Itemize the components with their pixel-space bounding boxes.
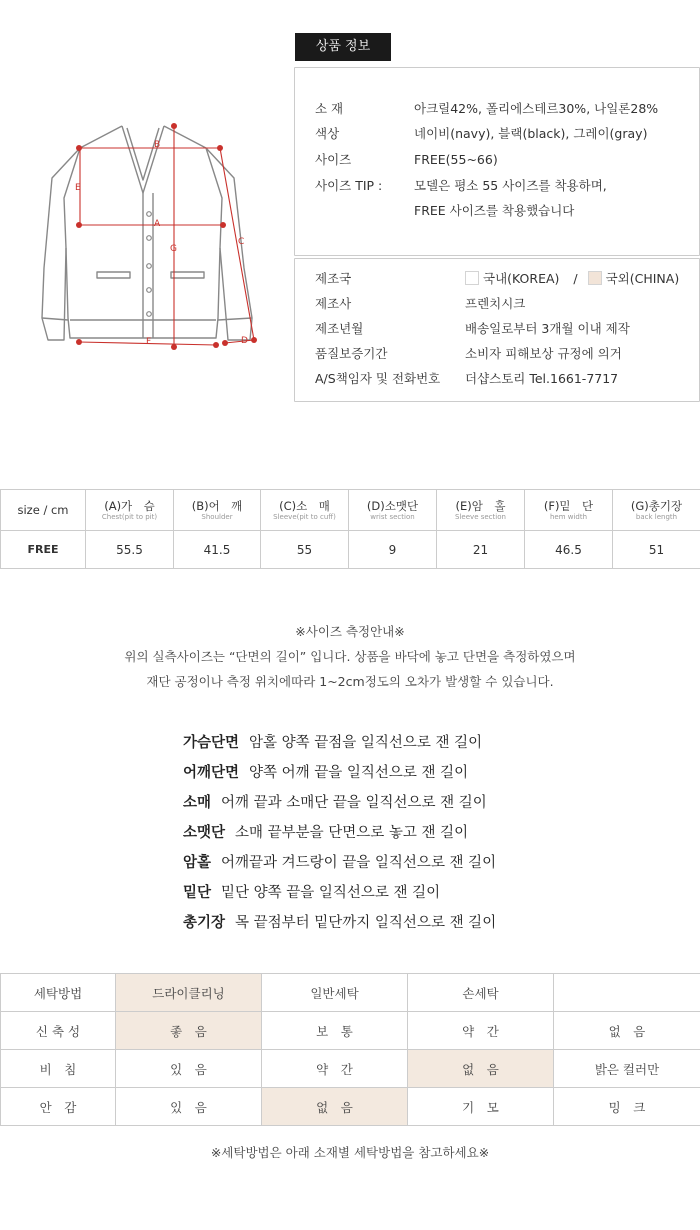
table-row [1, 1050, 700, 1088]
color-value: 네이비(navy), 블랙(black), 그레이(gray) [414, 126, 648, 141]
diagram-label-a: A [154, 219, 161, 229]
col-header-sub: Sleeve(pit to cuff) [273, 512, 336, 521]
definition-item [183, 851, 496, 872]
size-value-cell: 55 [261, 531, 349, 569]
warranty-value: 소비자 피해보상 규정에 의거 [465, 346, 622, 361]
col-header-sub: wrist section [370, 512, 415, 521]
size-value-cell: 21 [437, 531, 525, 569]
definition-item [183, 821, 468, 842]
country-korea: 국내(KOREA) [483, 271, 560, 286]
definition-item [183, 731, 482, 752]
table-row [1, 1012, 700, 1050]
size-value-cell: 55.5 [86, 531, 174, 569]
washing-table [0, 973, 700, 1126]
col-header [525, 490, 613, 531]
table-row [1, 974, 700, 1012]
material-value: 아크릴42%, 폴리에스테르30%, 나일론28% [414, 101, 659, 116]
col-header-label: (B)어 깨 [191, 498, 243, 513]
wash-cell: 약 간 [262, 1050, 408, 1088]
diagram-label-c: C [238, 237, 245, 247]
col-header-sub: Chest(pit to pit) [101, 512, 158, 521]
korea-checkbox-icon [465, 271, 479, 285]
col-header [349, 490, 437, 531]
date-label: 제조년월 [315, 321, 364, 336]
wash-cell: 없 음 [554, 1012, 700, 1050]
wash-cell: 일반세탁 [262, 974, 408, 1012]
size-label: 사이즈 [315, 152, 352, 167]
definition-term: 암홀 [183, 855, 212, 871]
definition-term: 소맷단 [183, 825, 226, 841]
definition-term: 어깨단면 [183, 765, 240, 781]
country-label: 제조국 [315, 271, 352, 286]
diagram-label-f: F [146, 337, 152, 347]
wash-cell: 안 감 [1, 1088, 116, 1126]
definition-term: 총기장 [183, 915, 226, 931]
size-value-cell: 41.5 [174, 531, 261, 569]
as-value: 더샵스토리 Tel.1661-7717 [465, 371, 619, 386]
col-header-sub: Shoulder [201, 512, 233, 521]
col-header-label: (G)총기장 [630, 498, 683, 513]
notes-line1: 위의 실측사이즈는 “단면의 길이” 입니다. 상품을 바닥에 놓고 단면을 측정하였으며 [124, 649, 576, 664]
definition-item [183, 881, 440, 902]
wash-cell: 있 음 [116, 1088, 262, 1126]
definition-desc: 어깨 끝과 소매단 끝을 일직선으로 잰 길이 [221, 795, 487, 811]
col-header-sub: back length [635, 512, 678, 521]
size-table [0, 489, 700, 569]
table-row [1, 1088, 700, 1126]
col-header-label: (F)밑 단 [543, 498, 594, 513]
col-header-label: (D)소맷단 [366, 498, 419, 513]
notes-title: ※사이즈 측정안내※ [295, 624, 405, 639]
col-header [174, 490, 261, 531]
color-label: 색상 [315, 126, 340, 141]
wash-cell-selected: 좋 음 [116, 1012, 262, 1050]
size-tip-label: 사이즈 TIP : [315, 178, 383, 193]
washing-footer-note: ※세탁방법은 아래 소재별 세탁방법을 참고하세요※ [210, 1145, 490, 1160]
maker-value: 프렌치시크 [465, 296, 526, 311]
col-header [86, 490, 174, 531]
size-tip-line1: 모델은 평소 55 사이즈를 착용하며, [414, 178, 607, 193]
col-header-sub: Sleeve section [455, 512, 506, 521]
diagram-label-d: D [241, 336, 248, 346]
wash-cell: 손세탁 [408, 974, 554, 1012]
definition-term: 밑단 [183, 885, 212, 901]
wash-cell: 밍 크 [554, 1088, 700, 1126]
diagram-label-e: E [75, 183, 81, 193]
notes-line2: 재단 공정이나 측정 위치에따라 1~2cm정도의 오차가 발생할 수 있습니다. [146, 674, 554, 689]
size-value-cell: 51 [613, 531, 700, 569]
definition-term: 소매 [183, 795, 212, 811]
definition-desc: 밑단 양쪽 끝을 일직선으로 잰 길이 [221, 885, 441, 901]
definition-item [183, 791, 487, 812]
diagram-label-g: G [170, 244, 177, 254]
wash-cell [554, 974, 700, 1012]
wash-cell: 세탁방법 [1, 974, 116, 1012]
country-separator: / [573, 271, 578, 286]
wash-cell-selected: 드라이클리닝 [116, 974, 262, 1012]
wash-cell: 밝은 컬러만 [554, 1050, 700, 1088]
maker-label: 제조사 [315, 296, 352, 311]
wash-cell: 있 음 [116, 1050, 262, 1088]
col-header-sub: hem width [549, 512, 588, 521]
wash-cell: 비 침 [1, 1050, 116, 1088]
size-tip-line2: FREE 사이즈를 착용했습니다 [414, 203, 575, 218]
china-checkbox-icon [588, 271, 602, 285]
wash-cell-selected: 없 음 [408, 1050, 554, 1088]
size-table-header-row [1, 490, 700, 531]
material-label: 소 재 [315, 101, 344, 116]
wash-cell: 신 축 성 [1, 1012, 116, 1050]
definition-desc: 목 끝점부터 밑단까지 일직선으로 잰 길이 [235, 915, 497, 931]
definition-item [183, 761, 468, 782]
cardigan-measurement-diagram [40, 118, 270, 358]
wash-cell-selected: 없 음 [262, 1088, 408, 1126]
date-value: 배송일로부터 3개월 이내 제작 [465, 321, 630, 336]
col-header-label: (E)암 홀 [455, 498, 506, 513]
country-value [465, 270, 679, 288]
size-unit-header: size / cm [1, 490, 86, 531]
product-info-tag: 상품 정보 [295, 33, 391, 61]
as-label: A/S책임자 및 전화번호 [315, 371, 441, 386]
manufacturing-info-box [294, 258, 700, 402]
col-header-label: (A)가 슴 [104, 498, 155, 513]
definition-term: 가슴단면 [183, 735, 240, 751]
col-header [613, 490, 700, 531]
table-row [1, 531, 700, 569]
warranty-label: 품질보증기간 [315, 346, 388, 361]
diagram-label-b: B [154, 140, 161, 150]
col-header-label: (C)소 매 [279, 498, 330, 513]
definition-desc: 소매 끝부분을 단면으로 놓고 잰 길이 [235, 825, 469, 841]
definition-desc: 암홀 양쪽 끝점을 일직선으로 잰 길이 [249, 735, 483, 751]
wash-cell: 보 통 [262, 1012, 408, 1050]
wash-cell: 약 간 [408, 1012, 554, 1050]
size-value-cell: 9 [349, 531, 437, 569]
country-china: 국외(CHINA) [605, 271, 680, 286]
col-header [261, 490, 349, 531]
definition-desc: 어깨끝과 겨드랑이 끝을 일직선으로 잰 길이 [221, 855, 497, 871]
definition-desc: 양쪽 어깨 끝을 일직선으로 잰 길이 [249, 765, 469, 781]
wash-cell: 기 모 [408, 1088, 554, 1126]
size-row-label: FREE [1, 531, 86, 569]
size-value: FREE(55~66) [414, 152, 498, 167]
col-header [437, 490, 525, 531]
product-info-box [294, 67, 700, 256]
size-value-cell: 46.5 [525, 531, 613, 569]
definition-item [183, 911, 496, 932]
